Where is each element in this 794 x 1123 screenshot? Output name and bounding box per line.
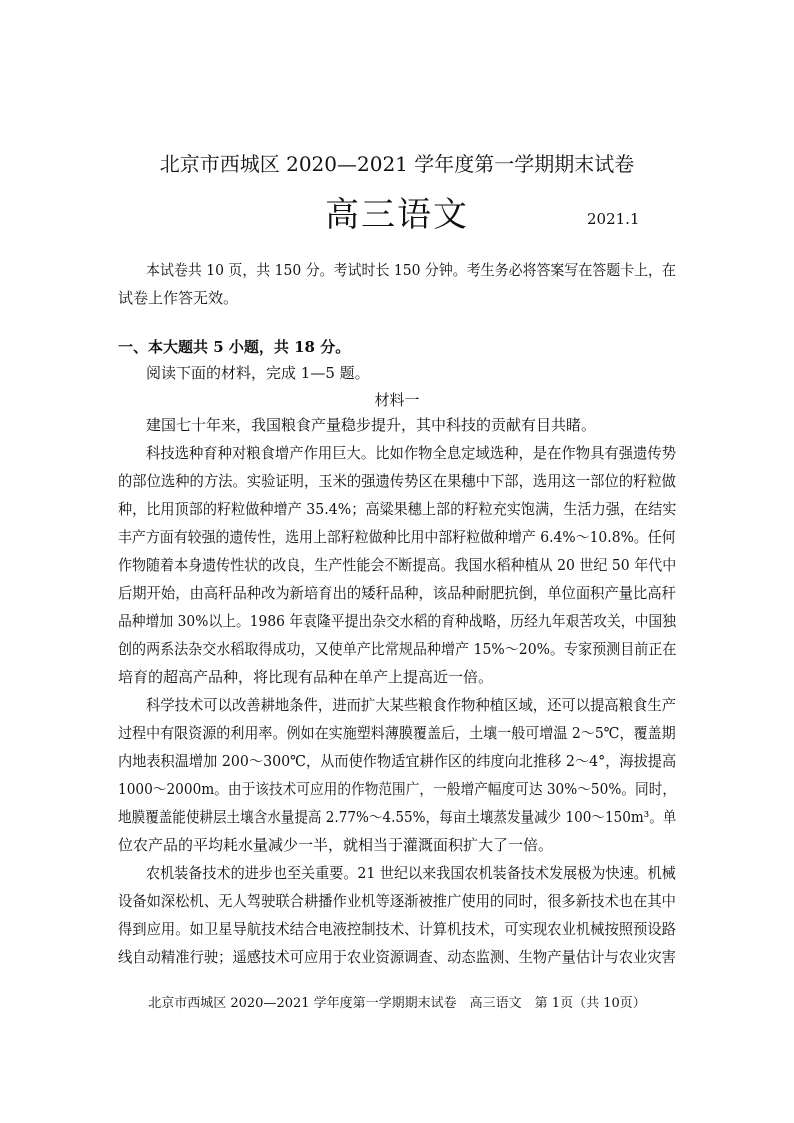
- section-heading: 一、本大题共 5 小题，共 18 分。: [118, 338, 351, 356]
- passage-line: 科学技术可以改善耕地条件，进而扩大某些粮食作物种植区域，还可以提高粮食生产: [146, 696, 677, 714]
- instructions-line-2: 试卷上作答无效。: [118, 289, 239, 307]
- passage-line: 1000～2000m。由于该技术可应用的作物范围广，一般增产幅度可达 30%～50%。同时，: [118, 780, 677, 798]
- passage-line: 的部位选种的方法。实验证明，玉米的强遗传势区在果穗中下部，选用这一部位的籽粒做: [118, 472, 676, 490]
- passage-line: 种，比用顶部的籽粒做种增产 35.4%；高粱果穗上部的籽粒充实饱满，生活力强，在结实: [118, 500, 677, 518]
- passage-line: 培育的超高产品种，将比现有品种在单产上提高近一倍。: [118, 668, 494, 686]
- material-title: 材料一: [374, 391, 420, 409]
- passage-line: 过程中有限资源的利用率。例如在实施塑料薄膜覆盖后，土壤一般可增温 2～5℃，覆盖期: [118, 724, 676, 742]
- passage-line: 农机装备技术的进步也至关重要。21 世纪以来我国农机装备技术发展极为快速。机械: [146, 864, 676, 882]
- passage-line: 线自动精准行驶；遥感技术可应用于农业资源调查、动态监测、生物产量估计与农业灾害: [118, 948, 676, 966]
- subject-title: 高三语文: [325, 195, 469, 235]
- exam-date: 2021.1: [587, 210, 640, 228]
- passage-line: 位农产品的平均耗水量减少一半，就相当于灌溉面积扩大了一倍。: [118, 836, 554, 854]
- passage-line: 建国七十年来，我国粮食产量稳步提升，其中科技的贡献有目共睹。: [146, 416, 597, 434]
- exam-title: 北京市西城区 2020—2021 学年度第一学期期末试卷: [159, 152, 635, 176]
- instructions-line-1: 本试卷共 10 页，共 150 分。考试时长 150 分钟。考生务必将答案写在答题卡上，在: [146, 261, 676, 279]
- passage-line: 设备如深松机、无人驾驶联合耕播作业机等逐渐被推广使用的同时，很多新技术也在其中: [118, 892, 676, 910]
- passage-line: 后期开始，由高秆品种改为新培育出的矮秆品种，该品种耐肥抗倒，单位面积产量比高秆: [118, 584, 676, 602]
- passage-line: 科技选种育种对粮食增产作用巨大。比如作物全息定域选种，是在作物具有强遗传势: [146, 444, 677, 462]
- passage-line: 创的两系法杂交水稻取得成功，又使单产比常规品种增产 15%～20%。专家预测目前正在: [118, 640, 677, 658]
- passage-line: 得到应用。如卫星导航技术结合电液控制技术、计算机技术，可实现农业机械按照预设路: [118, 920, 676, 938]
- passage-line: 地膜覆盖能使耕层土壤含水量提高 2.77%～4.55%，每亩土壤蒸发量减少 100～150m³。单: [118, 808, 677, 826]
- passage-line: 作物随着本身遗传性状的改良，生产性能会不断提高。我国水稻种植从 20 世纪 50 年代中: [118, 556, 677, 574]
- section-prompt: 阅读下面的材料，完成 1—5 题。: [146, 364, 370, 382]
- passage-line: 内地表积温增加 200～300℃，从而使作物适宜耕作区的纬度向北推移 2～4°，海拔提高: [118, 752, 677, 770]
- passage-line: 品种增加 30%以上。1986 年袁隆平提出杂交水稻的育种战略，历经九年艰苦攻关，中国独: [118, 612, 677, 630]
- passage-line: 丰产方面有较强的遗传性，选用上部籽粒做种比用中部籽粒做种增产 6.4%～10.8%。任何: [118, 528, 676, 546]
- page-footer: 北京市西城区 2020—2021 学年度第一学期期末试卷 高三语文 第 1页（共 10页）: [148, 996, 646, 1011]
